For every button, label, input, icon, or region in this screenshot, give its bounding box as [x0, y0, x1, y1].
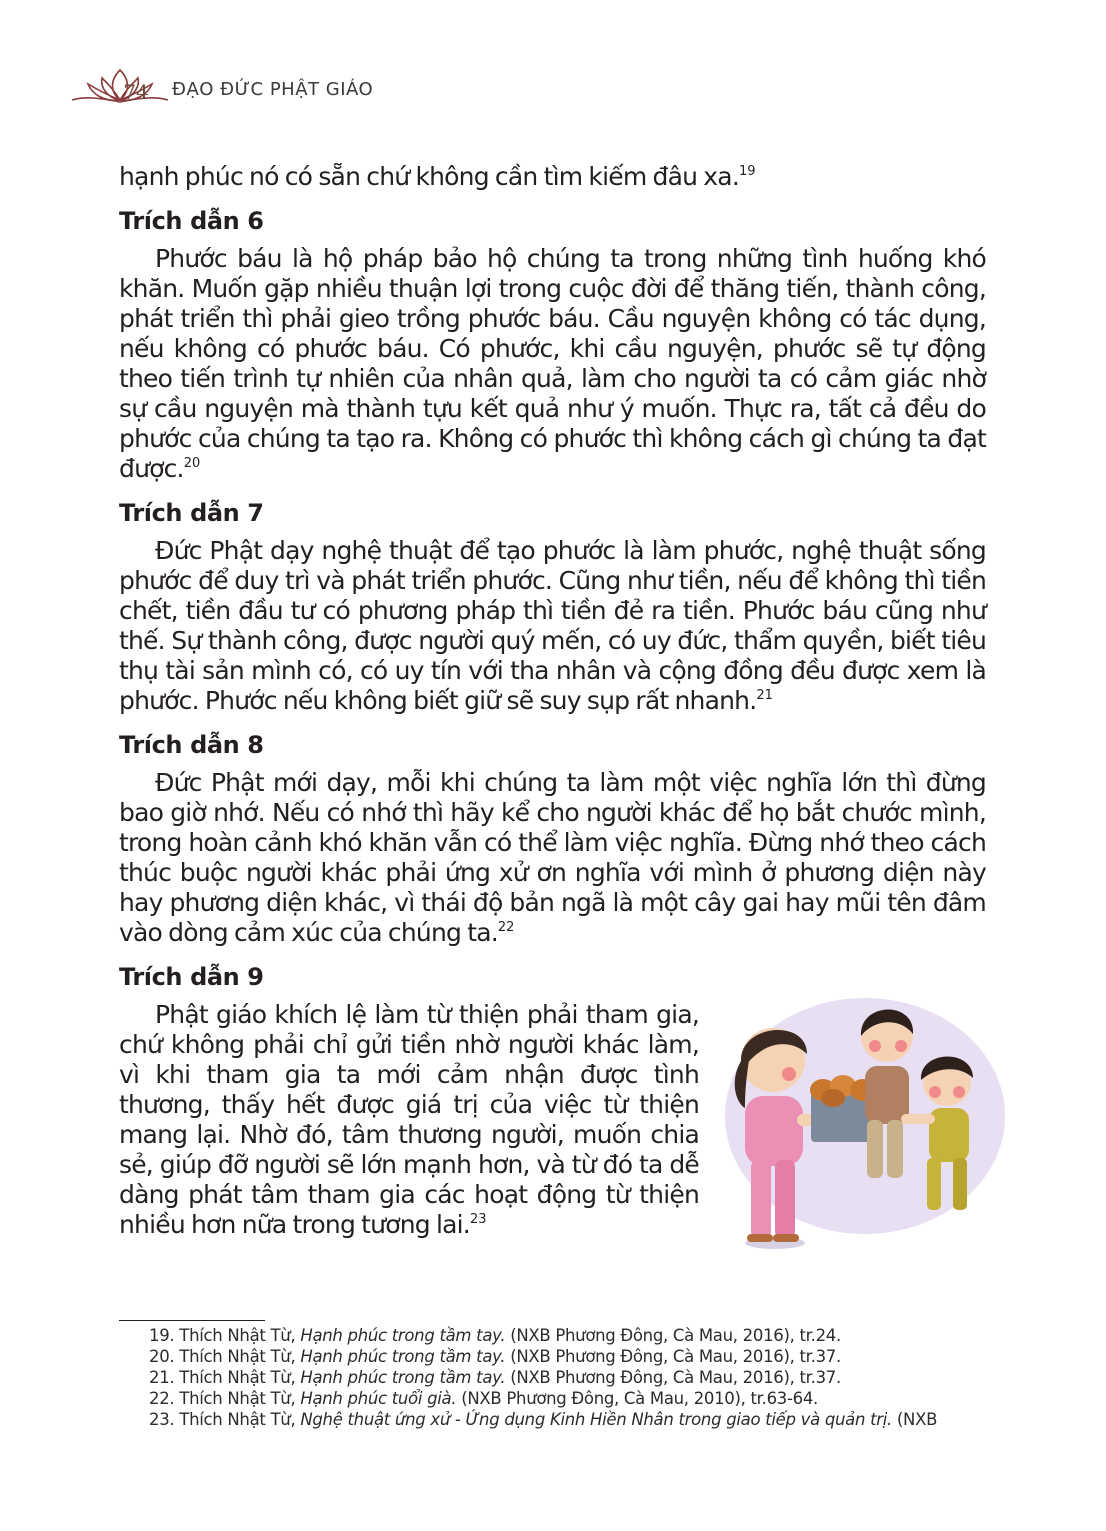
- footnote-title: Nghệ thuật ứng xử - Ứng dụng Kinh Hiền Nhân trong giao tiếp và quản trị.: [300, 1410, 892, 1429]
- footnote-ref[interactable]: 23: [469, 1212, 487, 1227]
- footnote-title: Hạnh phúc trong tầm tay.: [300, 1326, 506, 1345]
- section-heading: Trích dẫn 6: [119, 207, 264, 235]
- page-header: [70, 62, 490, 122]
- footnote-item: [119, 1346, 989, 1367]
- footnote-item: [119, 1388, 989, 1409]
- footnote-author: 19. Thích Nhật Từ,: [149, 1326, 301, 1345]
- footnote-ref[interactable]: 19: [738, 164, 756, 179]
- quote-paragraph: [119, 244, 986, 484]
- section-heading: Trích dẫn 7: [119, 499, 264, 527]
- section-heading: Trích dẫn 9: [119, 963, 264, 991]
- quote-paragraph: [119, 536, 986, 716]
- section-heading: Trích dẫn 8: [119, 731, 264, 759]
- footnote-publication: (NXB Phương Đông, Cà Mau, 2016), tr.37.: [505, 1368, 841, 1387]
- footnote-publication: (NXB: [891, 1410, 938, 1429]
- footnote-publication: (NXB Phương Đông, Cà Mau, 2016), tr.37.: [505, 1347, 841, 1366]
- quote-text: Đức Phật mới dạy, mỗi khi chúng ta làm một việc nghĩa lớn thì đừng bao giờ nhớ. Nếu có nhớ thì hãy kể cho người khác để họ bắt chước mình, trong hoàn cảnh khó khăn vẫn có thể làm việc nghĩa. Đừng nhớ theo cách thúc buộc người khác phải ứng xử ơn nghĩa với mình ở phương diện này hay phương diện khác, vì thái độ bản ngã là một cây gai hay mũi tên đâm vào dòng cảm xúc của chúng ta.: [119, 768, 986, 947]
- footnote-item: [119, 1367, 989, 1388]
- page-number: 74: [123, 80, 149, 104]
- footnote-divider: [119, 1320, 265, 1321]
- footnote-publication: (NXB Phương Đông, Cà Mau, 2016), tr.24.: [505, 1326, 841, 1345]
- footnote-author: 22. Thích Nhật Từ,: [149, 1389, 301, 1408]
- footnote-title: Hạnh phúc trong tầm tay.: [300, 1347, 506, 1366]
- running-title: ĐẠO ĐỨC PHẬT GIÁO: [172, 79, 374, 100]
- main-text: [119, 162, 986, 1240]
- footnote-ref[interactable]: 20: [183, 456, 201, 471]
- quote-paragraph: [119, 768, 986, 948]
- intro-text: hạnh phúc nó có sẵn chứ không cần tìm kiếm đâu xa.: [119, 162, 739, 191]
- footnote-title: Hạnh phúc trong tầm tay.: [300, 1368, 506, 1387]
- footnote-author: 23. Thích Nhật Từ,: [149, 1410, 301, 1429]
- footnote-ref[interactable]: 21: [756, 688, 773, 703]
- intro-paragraph: [119, 162, 986, 192]
- footnote-item: [119, 1325, 989, 1346]
- quote-with-illustration: [119, 1000, 986, 1240]
- footnotes: [119, 1325, 989, 1430]
- footnote-item: [119, 1409, 989, 1430]
- quote-paragraph: [119, 1000, 699, 1240]
- footnote-title: Hạnh phúc tuổi già.: [300, 1389, 457, 1408]
- footnote-publication: (NXB Phương Đông, Cà Mau, 2010), tr.63-64.: [456, 1389, 818, 1408]
- footnote-ref[interactable]: 22: [497, 920, 515, 935]
- footnote-author: 21. Thích Nhật Từ,: [149, 1368, 301, 1387]
- quote-text: Phước báu là hộ pháp bảo hộ chúng ta trong những tình huống khó khăn. Muốn gặp nhiều thuận lợi trong cuộc đời để thăng tiến, thành công, phát triển thì phải gieo trồng phước báu. Cầu nguyện không có tác dụng, nếu không có phước báu. Có phước, khi cầu nguyện, phước sẽ tự động theo tiến trình tự nhiên của nhân quả, làm cho người ta có cảm giác nhờ sự cầu nguyện mà thành tựu kết quả như ý muốn. Thực ra, tất cả đều do phước của chúng ta tạo ra. Không có phước thì không cách gì chúng ta đạt được.: [119, 244, 986, 483]
- footnote-author: 20. Thích Nhật Từ,: [149, 1347, 301, 1366]
- children-sharing-bread-illustration: [715, 988, 1005, 1258]
- quote-text: Phật giáo khích lệ làm từ thiện phải tham gia, chứ không phải chỉ gửi tiền nhờ người khác làm, vì khi tham gia ta mới cảm nhận được tình thương, thấy hết được giá trị của việc từ thiện mang lại. Nhờ đó, tâm thương người, muốn chia sẻ, giúp đỡ người sẽ lớn mạnh hơn, và từ đó ta dễ dàng phát tâm tham gia các hoạt động từ thiện nhiều hơn nữa trong tương lai.: [119, 1000, 699, 1239]
- quote-text: Đức Phật dạy nghệ thuật để tạo phước là làm phước, nghệ thuật sống phước để duy trì và phát triển phước. Cũng như tiền, nếu để không thì tiền chết, tiền đầu tư có phương pháp thì tiền đẻ ra tiền. Phước báu cũng như thế. Sự thành công, được người quý mến, có uy đức, thẩm quyền, biết tiêu thụ tài sản mình có, có uy tín với tha nhân và cộng đồng đều được xem là phước. Phước nếu không biết giữ sẽ suy sụp rất nhanh.: [119, 536, 986, 715]
